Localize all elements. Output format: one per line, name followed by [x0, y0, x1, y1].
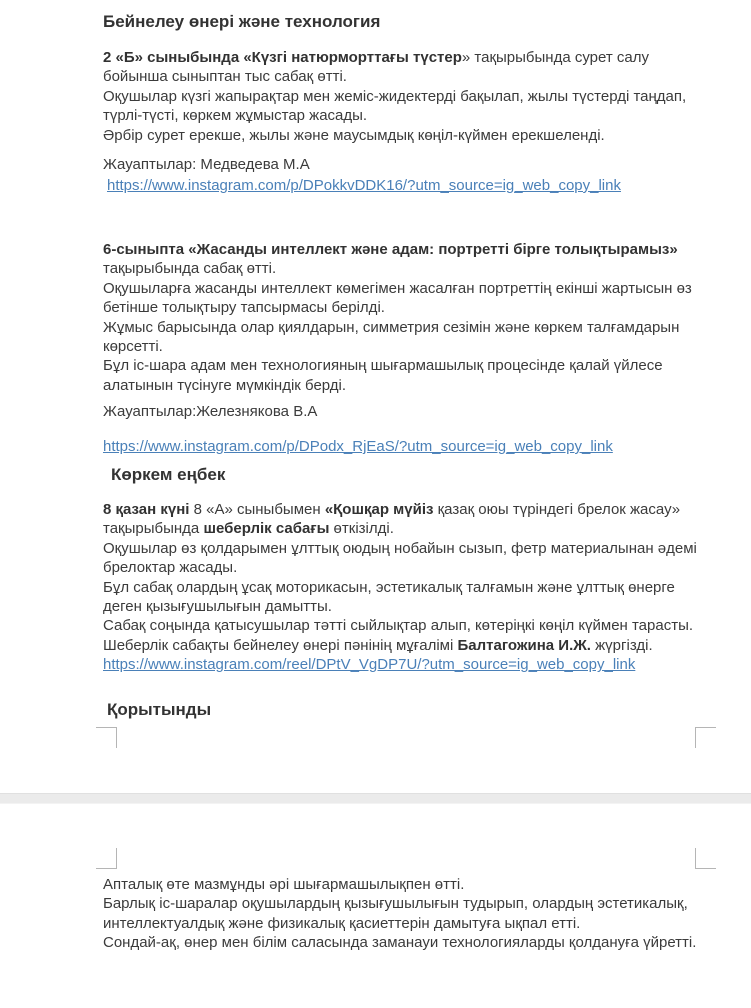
section-heading-conclusion: Қорытынды [107, 700, 212, 719]
responsible-line-zheleznyakova: Жауаптылар:Железнякова В.А [103, 403, 318, 420]
text-boundary-corner-mark-icon [96, 727, 117, 748]
art-tech-p3: Әрбір сурет ерекше, жылы және маусымдық көңіл-күймен ерекшеленді. [103, 126, 605, 144]
document-title: Бейнелеу өнері және технология [103, 12, 381, 31]
craft-paragraph [103, 500, 697, 675]
ai-lesson-p2: Оқушыларға жасанды интеллект көмегімен жасалған портреттің екінші жартысын өз бетінше толықтыру тапсырмасы берілді. [103, 279, 692, 317]
ai-lesson-topic-bold: 6-сыныпта «Жасанды интеллект және адам: портретті бірге толықтырамыз» [103, 241, 678, 258]
text-boundary-corner-mark-icon [695, 848, 716, 869]
art-tech-topic-bold: 2 «Б» сыныбында «Күзгі натюрморттағы түстер [103, 49, 462, 66]
art-tech-topic-rest: » тақырыбында сурет салу бойынша сыныптан тыс сабақ өтті. [103, 49, 649, 86]
instagram-link-2[interactable]: https://www.instagram.com/p/DPodx_RjEaS/?utm_source=ig_web_copy_link [103, 438, 613, 455]
craft-teacher-rest: жүргізді. [590, 636, 653, 654]
conclusion-p2: Барлық іс-шаралар оқушылардың қызығушылығын тудырып, олардың эстетикалық, интеллектуалдық және физикалық қасиеттерін дамытуға ықпал етті. [103, 895, 688, 932]
art-tech-p2: Оқушылар күзгі жапырақтар мен жеміс-жидектерді бақылап, жылы түстерді таңдап, түрлі-түсті, көркем жұмыстар жасады. [103, 87, 687, 125]
instagram-link-line-2 [103, 437, 613, 456]
instagram-link-line-1 [107, 176, 621, 195]
ai-lesson-p4: Бұл іс-шара адам мен технологияның шығармашылық процесінде қалай үйлесе алатынын түсінуге мүмкіндік берді. [103, 357, 663, 394]
responsible-line-medvedeva: Жауаптылар: Медведева М.А [103, 156, 310, 173]
craft-p2: Оқушылар өз қолдарымен ұлттық оюдың нобайын сызып, фетр материалынан әдемі брелоктар жасады. [103, 539, 697, 577]
craft-p4: Сабақ соңында қатысушылар тәтті сыйлықтар алып, көтеріңкі көңіл күймен тарасты. [103, 617, 694, 635]
instagram-link-1[interactable]: https://www.instagram.com/p/DPokkvDDK16/?utm_source=ig_web_copy_link [107, 177, 621, 194]
craft-p3: Бұл сабақ олардың ұсақ моторикасын, эстетикалық талғамын және ұлттық өнерге деген қызығушылығын дамытты. [103, 578, 675, 616]
ai-lesson-p3: Жұмыс барысында олар қиялдарын, симметрия сезімін және көркем талғамдарын көрсетті. [103, 318, 680, 356]
craft-teacher-name-bold: Балтагожина И.Ж. [457, 636, 591, 654]
craft-topic-rest: қазақ оюы түріндегі брелок жасау» тақырыбында [103, 501, 681, 538]
text-boundary-corner-mark-icon [96, 848, 117, 869]
conclusion-p3: Сондай-ақ, өнер мен білім саласында заманауи технологияларды қолдануға үйретті. [103, 934, 697, 952]
art-tech-paragraph [103, 48, 689, 145]
page-separator [0, 793, 751, 804]
instagram-link-3[interactable]: https://www.instagram.com/reel/DPtV_VgDP7U/?utm_source=ig_web_copy_link [103, 656, 636, 674]
craft-p5 [103, 636, 697, 655]
craft-class-text: 8 «А» сыныбымен [189, 501, 325, 518]
section-heading-craft: Көркем еңбек [111, 465, 226, 484]
conclusion-paragraph [103, 875, 703, 953]
instagram-link-line-3 [103, 655, 697, 674]
conclusion-p1: Апталық өте мазмұнды әрі шығармашылықпен өтті. [103, 876, 465, 893]
ai-lesson-topic-rest: тақырыбында сабақ өтті. [103, 260, 277, 278]
craft-teacher-intro: Шеберлік сабақты бейнелеу өнері пәнінің мұғалімі [103, 636, 458, 654]
craft-held-text: өткізілді. [329, 520, 394, 538]
craft-topic-bold: «Қошқар мүйіз [324, 501, 434, 518]
text-boundary-corner-mark-icon [695, 727, 716, 748]
craft-masterclass-bold: шеберлік сабағы [203, 520, 330, 538]
ai-lesson-paragraph [103, 240, 699, 395]
craft-date-bold: 8 қазан күні [103, 501, 190, 518]
